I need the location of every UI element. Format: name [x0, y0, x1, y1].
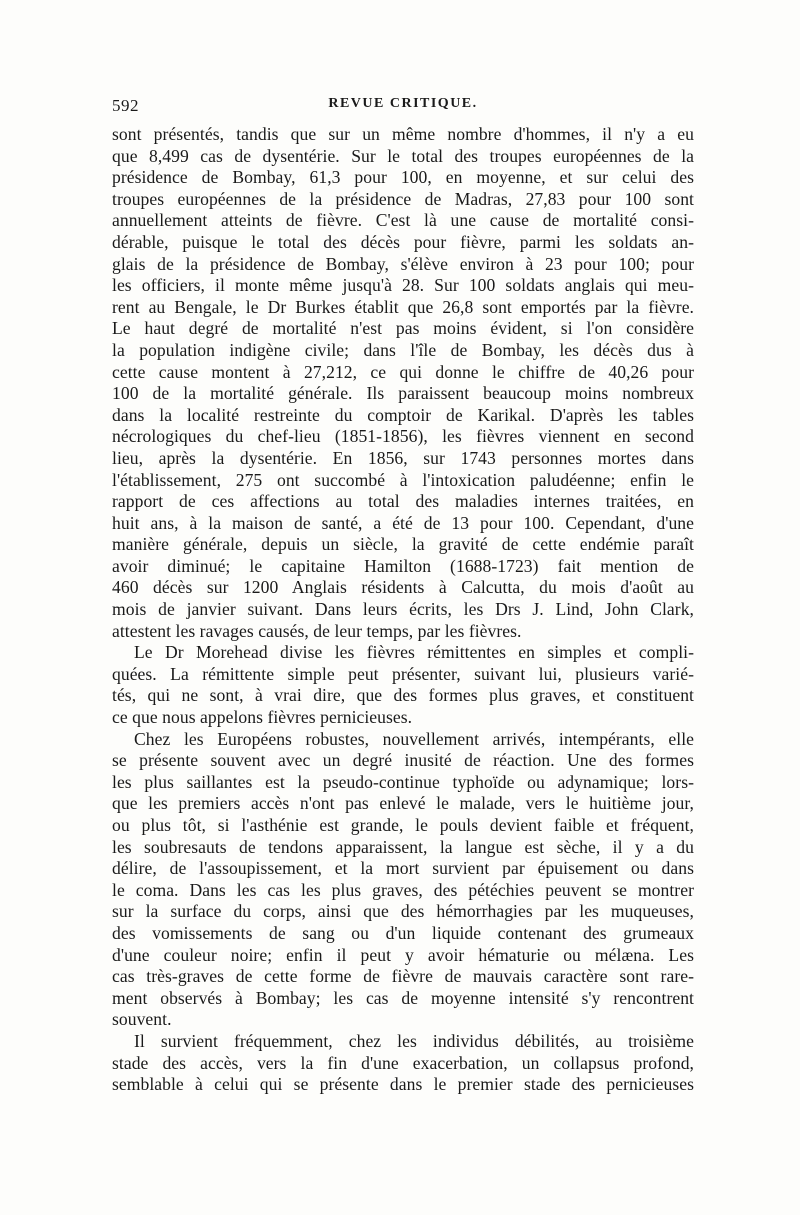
- text-line: Il survient fréquemment, chez les individus débilités, au troisième: [134, 1030, 694, 1051]
- text-line: manière générale, depuis un siècle, la gravité de cette endémie paraît: [112, 534, 694, 555]
- paragraph-4: [112, 1031, 694, 1096]
- text-line: semblable à celui qui se présente dans le premier stade des pernicieuses: [112, 1074, 694, 1095]
- body-text: [112, 124, 694, 1096]
- text-line: le coma. Dans les cas les plus graves, des pétéchies peuvent se montrer: [112, 879, 694, 900]
- text-line: 100 de la mortalité générale. Ils paraissent beaucoup moins nombreux: [112, 383, 694, 404]
- text-line: Le haut degré de mortalité n'est pas moins évident, si l'on considère: [112, 318, 694, 339]
- paragraph-2: [112, 642, 694, 728]
- text-line: Chez les Européens robustes, nouvellement arrivés, intempérants, elle: [134, 728, 694, 749]
- text-line: des vomissements de sang ou d'un liquide contenant des grumeaux: [112, 922, 694, 943]
- text-line: tés, qui ne sont, à vrai dire, que des formes plus graves, et constituent: [112, 685, 694, 706]
- text-line: les plus saillantes est la pseudo-continue typhoïde ou adynamique; lors-: [112, 771, 694, 792]
- text-line: ment observés à Bombay; les cas de moyenne intensité s'y rencontrent: [112, 987, 694, 1008]
- text-line: annuellement atteints de fièvre. C'est là une cause de mortalité consi-: [112, 210, 694, 231]
- running-head: [112, 96, 694, 120]
- text-line: ou plus tôt, si l'asthénie est grande, le pouls devient faible et fréquent,: [112, 815, 694, 835]
- text-line: nécrologiques du chef-lieu (1851-1856), les fièvres viennent en second: [112, 426, 694, 447]
- text-line: ce que nous appelons fièvres pernicieuses.: [112, 707, 413, 728]
- text-line: sur la surface du corps, ainsi que des hémorrhagies par les muqueuses,: [112, 901, 694, 922]
- text-line: Le Dr Morehead divise les fièvres rémittentes en simples et compli-: [134, 642, 694, 663]
- text-line: stade des accès, vers la fin d'une exacerbation, un collapsus profond,: [112, 1052, 694, 1073]
- paragraph-3: [112, 729, 694, 1031]
- paragraph-1: [112, 124, 694, 642]
- page-number: 592: [112, 96, 139, 115]
- text-line: la population indigène civile; dans l'île de Bombay, les décès dus à: [112, 339, 694, 360]
- text-line: que 8,499 cas de dysentérie. Sur le total des troupes européennes de la: [112, 145, 694, 166]
- text-line: troupes européennes de la présidence de Madras, 27,83 pour 100 sont: [112, 188, 694, 209]
- text-line: que les premiers accès n'ont pas enlevé le malade, vers le huitième jour,: [112, 793, 694, 814]
- text-line: se présente souvent avec un degré inusité de réaction. Une des formes: [112, 750, 694, 771]
- text-line: d'une couleur noire; enfin il peut y avoir hématurie ou mélæna. Les: [112, 944, 694, 965]
- text-line: l'établissement, 275 ont succombé à l'intoxication paludéenne; enfin le: [112, 469, 694, 490]
- text-line: dérable, puisque le total des décès pour fièvre, parmi les soldats an-: [112, 231, 694, 252]
- text-line: glais de la présidence de Bombay, s'élève environ à 23 pour 100; pour: [112, 253, 694, 274]
- text-line: mois de janvier suivant. Dans leurs écrits, les Drs J. Lind, John Clark,: [112, 599, 694, 620]
- text-line: quées. La rémittente simple peut présenter, suivant lui, plusieurs varié-: [112, 663, 694, 684]
- text-line: 460 décès sur 1200 Anglais résidents à Calcutta, du mois d'août au: [112, 577, 694, 598]
- text-line: souvent.: [112, 1009, 172, 1030]
- text-line: rent au Bengale, le Dr Burkes établit que 26,8 sont emportés par la fièvre.: [112, 296, 694, 317]
- text-line: délire, de l'assoupissement, et la mort survient par épuisement ou dans: [112, 858, 694, 879]
- text-line: présidence de Bombay, 61,3 pour 100, en moyenne, et sur celui des: [112, 167, 694, 188]
- journal-title: REVUE CRITIQUE.: [328, 96, 478, 111]
- text-line: cas très-graves de cette forme de fièvre de mauvais caractère sont rare-: [112, 966, 694, 987]
- text-line: les officiers, il monte même jusqu'à 28. Sur 100 soldats anglais qui meu-: [112, 275, 694, 296]
- text-line: les soubresauts de tendons apparaissent, la langue est sèche, il y a du: [112, 836, 694, 857]
- text-line: rapport de ces affections au total des maladies internes traitées, en: [112, 491, 694, 512]
- text-line: huit ans, à la maison de santé, a été de 13 pour 100. Cependant, d'une: [112, 512, 694, 533]
- text-line: sont présentés, tandis que sur un même nombre d'hommes, il n'y a eu: [112, 124, 694, 144]
- text-line: cette cause montent à 27,212, ce qui donne le chiffre de 40,26 pour: [112, 361, 694, 382]
- text-line: avoir diminué; le capitaine Hamilton (1688-1723) fait mention de: [112, 555, 694, 576]
- text-line: attestent les ravages causés, de leur temps, par les fièvres.: [112, 620, 522, 641]
- text-line: dans la localité restreinte du comptoir de Karikal. D'après les tables: [112, 404, 694, 425]
- text-line: lieu, après la dysentérie. En 1856, sur 1743 personnes mortes dans: [112, 447, 694, 468]
